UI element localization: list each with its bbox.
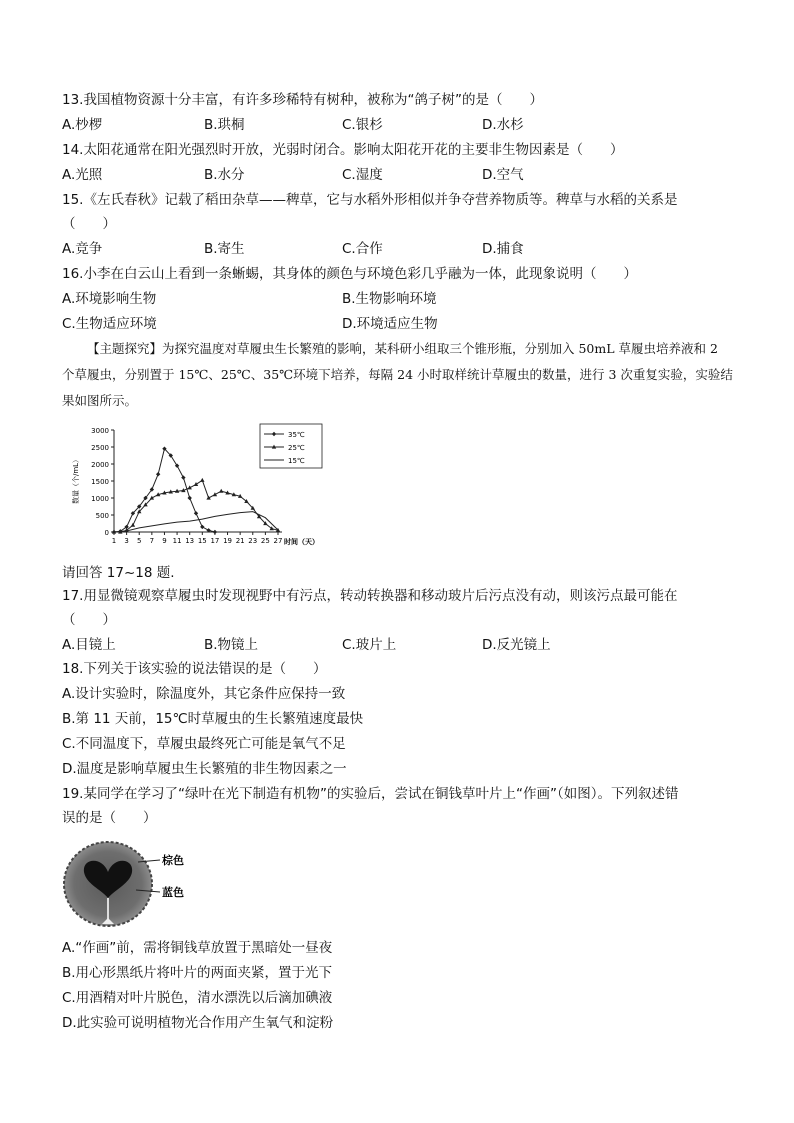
q17-option-b: B.物镜上 xyxy=(204,637,259,653)
chart-legend xyxy=(260,424,322,468)
x-tick-label: 3 xyxy=(124,537,129,545)
legend-label: 25℃ xyxy=(288,444,305,452)
x-tick-label: 23 xyxy=(248,537,258,545)
data-point xyxy=(187,496,191,500)
data-point xyxy=(200,525,204,529)
x-tick-label: 19 xyxy=(223,537,232,545)
q14-option-c: C.湿度 xyxy=(342,167,383,183)
inquiry-paragraph: 【主题探究】为探究温度对草履虫生长繁殖的影响，某科研小组取三个锥形瓶，分别加入 50mL 草履虫培养液和 2 个草履虫，分别置于 15℃、25℃、35℃环境下培养，每隔 24 小时取样统计草履虫的数量，进行 3 次重复实验，实验结果如图所示。 xyxy=(62,341,733,408)
q19-option-a: A.“作画”前，需将铜钱草放置于黑暗处一昼夜 xyxy=(62,940,333,956)
x-tick-label: 25 xyxy=(260,537,270,545)
q15-stem-line1: 15.《左氏春秋》记载了稻田杂草——稗草，它与水稻外形相似并争夺营养物质等。稗草与水稻的关系是 xyxy=(62,192,678,208)
y-tick-label: 500 xyxy=(95,512,109,520)
q17-stem-line2: （ ） xyxy=(62,612,116,628)
x-tick-label: 9 xyxy=(162,537,167,545)
y-axis-label: 数量（个/mL） xyxy=(72,455,80,505)
q19-stem-line1: 19.某同学在学习了“绿叶在光下制造有机物”的实验后，尝试在铜钱草叶片上“作画”（如图）。下列叙述错 xyxy=(62,786,679,802)
q15-stem-line2: （ ） xyxy=(62,216,116,232)
q19-option-b: B.用心形黑纸片将叶片的两面夹紧，置于光下 xyxy=(62,965,333,981)
q16-option-d: D.环境适应生物 xyxy=(342,316,438,332)
label-blue: 蓝色 xyxy=(162,886,184,899)
chart-series xyxy=(112,447,280,535)
x-tick-label: 13 xyxy=(185,537,195,545)
q17-stem-line1: 17.用显微镜观察草履虫时发现视野中有污点，转动转换器和移动玻片后污点没有动，则该污点最可能在 xyxy=(62,588,678,604)
q18-option-a: A.设计实验时，除温度外，其它条件应保持一致 xyxy=(62,686,346,702)
y-tick-label: 0 xyxy=(104,529,109,537)
x-tick-label: 17 xyxy=(210,537,220,545)
q17-option-c: C.玻片上 xyxy=(342,637,397,653)
legend-label: 35℃ xyxy=(288,431,305,439)
q16-stem: 16.小李在白云山上看到一条蜥蜴，其身体的颜色与环境色彩几乎融为一体，此现象说明（ ） xyxy=(62,266,637,282)
y-tick-label: 1500 xyxy=(91,478,109,486)
data-point xyxy=(194,482,198,486)
q14-option-b: B.水分 xyxy=(204,167,245,183)
series-0 xyxy=(112,447,217,535)
x-tick-label: 5 xyxy=(136,537,142,545)
q14-option-d: D.空气 xyxy=(482,167,524,183)
data-point xyxy=(200,478,204,482)
q18-option-d: D.温度是影响草履虫生长繁殖的非生物因素之一 xyxy=(62,761,347,777)
legend-label: 15℃ xyxy=(288,457,305,465)
q17-option-d: D.反光镜上 xyxy=(482,637,551,653)
q16-option-c: C.生物适应环境 xyxy=(62,316,157,332)
q15-option-c: C.合作 xyxy=(342,241,383,257)
q18-stem: 18.下列关于该实验的说法错误的是（ ） xyxy=(62,661,327,677)
q14-option-a: A.光照 xyxy=(62,167,103,183)
q15-option-b: B.寄生 xyxy=(204,241,245,257)
q15-option-a: A.竞争 xyxy=(62,241,103,257)
x-tick-label: 21 xyxy=(235,537,245,545)
q19-stem-line2: 误的是（ ） xyxy=(62,810,157,826)
x-tick-label: 11 xyxy=(172,537,182,545)
y-tick-label: 2500 xyxy=(91,444,109,452)
q13-option-b: B.珙桐 xyxy=(204,117,245,133)
data-point xyxy=(181,475,185,479)
q18-option-b: B.第 11 天前，15℃时草履虫的生长繁殖速度最快 xyxy=(62,711,364,727)
q13-stem: 13.我国植物资源十分丰富，有许多珍稀特有树种，被称为“鸽子树”的是（ ） xyxy=(62,92,543,108)
q19-option-d: D.此实验可说明植物光合作用产生氧气和淀粉 xyxy=(62,1015,334,1031)
y-tick-label: 3000 xyxy=(91,427,109,435)
q16-option-a: A.环境影响生物 xyxy=(62,291,157,307)
x-tick-label: 15 xyxy=(197,537,207,545)
q13-option-a: A.杪椤 xyxy=(62,117,103,133)
y-tick-label: 1000 xyxy=(91,495,109,503)
data-point xyxy=(219,489,223,493)
q13-option-c: C.银杉 xyxy=(342,117,383,133)
paramecium-growth-chart xyxy=(66,418,346,550)
data-point xyxy=(131,523,135,527)
x-tick-label: 1 xyxy=(111,537,117,545)
leaf-painting-figure xyxy=(62,838,222,934)
prompt-text: 请回答 17~18 题. xyxy=(62,565,175,581)
data-point xyxy=(194,511,198,515)
x-tick-label: 27 xyxy=(273,537,283,545)
data-point xyxy=(213,530,217,534)
x-axis-label: 时间（天） xyxy=(284,538,319,546)
q14-stem: 14.太阳花通常在阳光强烈时开放，光弱时闭合。影响太阳花开花的主要非生物因素是（ ） xyxy=(62,142,624,158)
q13-option-d: D.水杉 xyxy=(482,117,524,133)
y-tick-label: 2000 xyxy=(91,461,109,469)
q15-option-d: D.捕食 xyxy=(482,241,524,257)
q18-option-c: C.不同温度下，草履虫最终死亡可能是氧气不足 xyxy=(62,736,346,752)
data-point xyxy=(156,472,160,476)
q19-option-c: C.用酒精对叶片脱色，清水漂洗以后滴加碘液 xyxy=(62,990,333,1006)
q17-option-a: A.目镜上 xyxy=(62,637,116,653)
q16-option-b: B.生物影响环境 xyxy=(342,291,437,307)
series-1 xyxy=(112,478,280,534)
label-brown: 棕色 xyxy=(162,854,184,867)
x-tick-label: 7 xyxy=(149,537,155,545)
